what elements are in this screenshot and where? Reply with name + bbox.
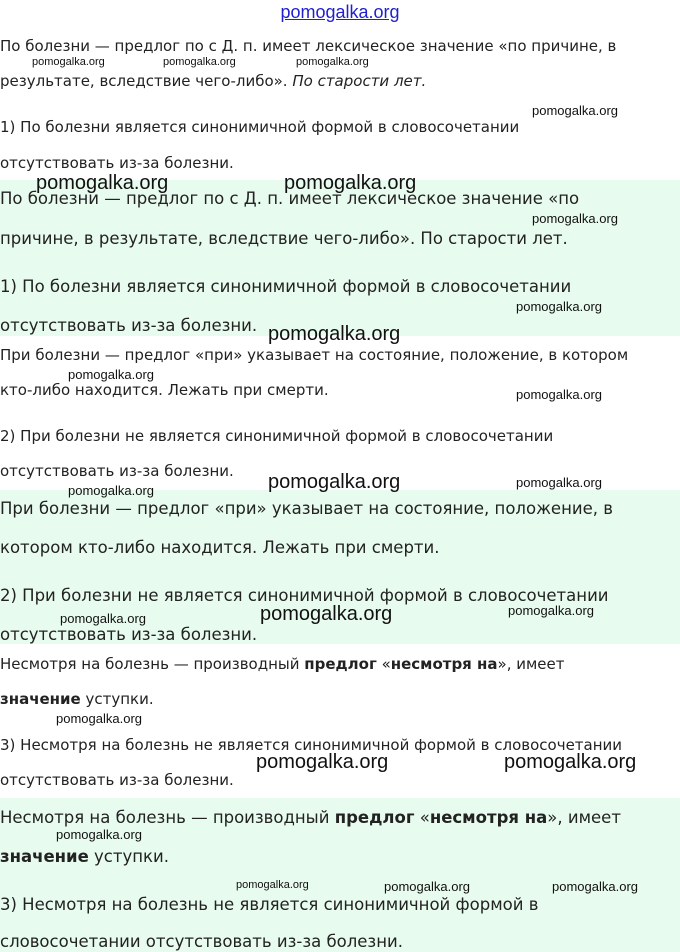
watermark: pomogalka.org xyxy=(163,56,236,68)
block-3-line-3: 2) При болезни не является синонимичной формой в словосочетании xyxy=(0,427,554,445)
watermark: pomogalka.org xyxy=(552,879,638,894)
watermark: pomogalka.org xyxy=(268,471,401,493)
watermark: pomogalka.org xyxy=(32,56,105,68)
block-5-line-2 xyxy=(0,690,154,708)
block-4-line-3: 2) При болезни не является синонимичной формой в словосочетании xyxy=(0,586,609,605)
block-1-line-4: отсутствовать из-за болезни. xyxy=(0,154,234,172)
watermark: pomogalka.org xyxy=(516,475,602,490)
block-1-line-1: По болезни — предлог по с Д. п. имеет лексическое значение «по причине, в xyxy=(0,37,617,55)
block-5-line-1-c: « xyxy=(376,655,391,673)
watermark: pomogalka.org xyxy=(284,172,417,194)
watermark: pomogalka.org xyxy=(60,611,146,626)
watermark: pomogalka.org xyxy=(508,603,594,618)
block-3-line-1: При болезни — предлог «при» указывает на состояние, положение, в котором xyxy=(0,346,629,364)
block-5-line-2-b: значение xyxy=(0,690,81,708)
watermark: pomogalka.org xyxy=(504,751,637,773)
watermark: pomogalka.org xyxy=(532,211,618,226)
site-header-link[interactable]: pomogalka.org xyxy=(280,2,400,22)
block-4-line-1: При болезни — предлог «при» указывает на состояние, положение, в xyxy=(0,499,613,518)
watermark: pomogalka.org xyxy=(384,879,470,894)
watermark: pomogalka.org xyxy=(68,367,154,382)
watermark: pomogalka.org xyxy=(532,103,618,118)
block-4-line-2: котором кто-либо находится. Лежать при смерти. xyxy=(0,538,440,557)
block-1-line-2-text: результате, вследствие чего-либо». xyxy=(0,72,288,90)
block-6-line-1 xyxy=(0,808,621,827)
block-3-line-2: кто-либо находится. Лежать при смерти. xyxy=(0,381,329,399)
block-1-line-2 xyxy=(0,72,426,90)
block-6-line-2-c: уступки. xyxy=(88,847,169,866)
block-5-line-1-e: », имеет xyxy=(497,655,565,673)
block-6-line-1-d: несмотря на xyxy=(429,808,548,827)
block-6-line-1-e: », имеет xyxy=(547,808,621,827)
watermark: pomogalka.org xyxy=(236,879,309,891)
watermark: pomogalka.org xyxy=(296,56,369,68)
watermark: pomogalka.org xyxy=(256,751,389,773)
watermark: pomogalka.org xyxy=(516,299,602,314)
block-5-line-3: 3) Несмотря на болезнь не является синонимичной формой в словосочетании xyxy=(0,736,623,754)
block-1-line-3: 1) По болезни является синонимичной формой в словосочетании xyxy=(0,118,520,136)
watermark: pomogalka.org xyxy=(36,172,169,194)
block-2-line-3: 1) По болезни является синонимичной формой в словосочетании xyxy=(0,277,572,296)
block-5-line-1-d: несмотря на xyxy=(390,655,498,673)
block-5-line-1 xyxy=(0,655,565,673)
block-6-line-1-b: предлог xyxy=(334,808,415,827)
watermark: pomogalka.org xyxy=(260,603,393,625)
block-6-line-2-b: значение xyxy=(0,847,89,866)
block-6-line-1-c: « xyxy=(414,808,430,827)
watermark: pomogalka.org xyxy=(268,323,401,345)
block-6-line-4: словосочетании отсутствовать из-за болезни. xyxy=(0,932,403,951)
watermark: pomogalka.org xyxy=(56,711,142,726)
block-2-line-2: причине, в результате, вследствие чего-либо». По старости лет. xyxy=(0,229,568,248)
block-5-line-1-b: предлог xyxy=(304,655,377,673)
block-4-line-4: отсутствовать из-за болезни. xyxy=(0,625,258,644)
block-1-example: По старости лет. xyxy=(287,72,427,90)
watermark: pomogalka.org xyxy=(56,827,142,842)
block-5-line-4: отсутствовать из-за болезни. xyxy=(0,771,234,789)
watermark: pomogalka.org xyxy=(516,387,602,402)
block-6-line-1-a: Несмотря на болезнь — производный xyxy=(0,808,335,827)
block-6-line-2 xyxy=(0,847,169,866)
watermark: pomogalka.org xyxy=(68,483,154,498)
block-3-line-4: отсутствовать из-за болезни. xyxy=(0,462,234,480)
block-5-line-1-a: Несмотря на болезнь — производный xyxy=(0,655,305,673)
block-2-line-1: По болезни — предлог по с Д. п. имеет лексическое значение «по xyxy=(0,189,580,208)
block-6-line-3: 3) Несмотря на болезнь не является синонимичной формой в xyxy=(0,895,539,914)
block-2-line-4: отсутствовать из-за болезни. xyxy=(0,316,258,335)
block-5-line-2-c: уступки. xyxy=(80,690,154,708)
